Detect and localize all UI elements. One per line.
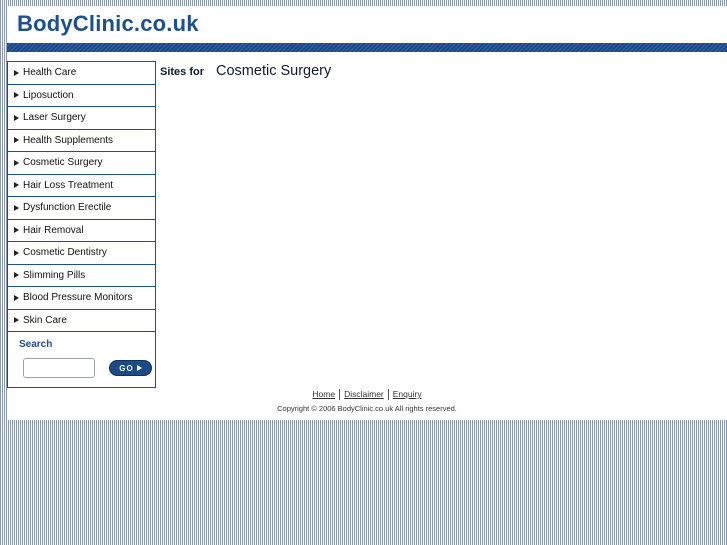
arrow-right-icon <box>14 137 19 143</box>
nav-item-skin-care[interactable] <box>8 310 155 333</box>
arrow-right-icon <box>14 160 19 166</box>
nav-item-label: Cosmetic Surgery <box>23 157 103 169</box>
footer-separator <box>339 389 340 400</box>
arrow-right-icon <box>14 70 19 76</box>
footer-separator <box>388 389 389 400</box>
header <box>7 6 727 43</box>
nav-item-health-supplements[interactable] <box>8 130 155 153</box>
go-button[interactable] <box>109 360 152 376</box>
arrow-right-icon <box>14 295 19 301</box>
site-title[interactable]: BodyClinic.co.uk <box>17 11 199 36</box>
go-button-label: GO <box>119 363 134 373</box>
nav-item-label: Cosmetic Dentistry <box>23 247 107 259</box>
arrow-right-icon <box>14 250 19 256</box>
nav-item-hair-loss-treatment[interactable] <box>8 175 155 198</box>
nav-item-label: Health Care <box>23 67 77 79</box>
footer-link-disclaimer[interactable]: Disclaimer <box>344 389 384 399</box>
footer-links <box>7 389 727 400</box>
arrow-right-icon <box>14 115 19 121</box>
nav-item-cosmetic-dentistry[interactable] <box>8 242 155 265</box>
arrow-right-icon <box>14 272 19 278</box>
arrow-right-icon <box>14 317 19 323</box>
search-box <box>8 332 155 389</box>
nav-item-label: Liposuction <box>23 89 74 101</box>
nav-item-slimming-pills[interactable] <box>8 265 155 288</box>
nav-item-liposuction[interactable] <box>8 85 155 108</box>
footer-link-home[interactable]: Home <box>312 389 336 399</box>
footer <box>7 389 727 413</box>
nav-item-label: Health Supplements <box>23 134 114 146</box>
nav-item-label: Skin Care <box>23 314 67 326</box>
nav-item-label: Hair Removal <box>23 224 84 236</box>
footer-link-enquiry[interactable]: Enquiry <box>392 389 422 399</box>
content-heading <box>160 63 331 79</box>
nav-item-dysfunction-erectile[interactable] <box>8 197 155 220</box>
nav-item-blood-pressure-monitors[interactable] <box>8 287 155 310</box>
arrow-right-icon <box>137 365 142 371</box>
nav-item-label: Slimming Pills <box>23 269 86 281</box>
nav-item-laser-surgery[interactable] <box>8 107 155 130</box>
page <box>7 6 727 420</box>
category-title: Cosmetic Surgery <box>216 63 332 79</box>
arrow-right-icon <box>14 205 19 211</box>
nav-item-label: Dysfunction Erectile <box>23 202 112 214</box>
search-label: Search <box>19 339 53 350</box>
copyright-text: Copyright © 2006 BodyClinic.co.uk All rights reserved. <box>277 404 457 414</box>
arrow-right-icon <box>14 92 19 98</box>
arrow-right-icon <box>14 182 19 188</box>
nav-item-cosmetic-surgery[interactable] <box>8 152 155 175</box>
sites-for-label: Sites for <box>160 66 205 78</box>
nav-item-hair-removal[interactable] <box>8 220 155 243</box>
nav-item-health-care[interactable] <box>8 62 155 85</box>
search-input[interactable] <box>23 358 95 378</box>
arrow-right-icon <box>14 227 19 233</box>
header-band <box>7 43 727 52</box>
nav-item-label: Blood Pressure Monitors <box>23 292 133 304</box>
nav-item-label: Laser Surgery <box>23 112 86 124</box>
nav-item-label: Hair Loss Treatment <box>23 179 114 191</box>
sidebar-nav <box>7 61 156 388</box>
